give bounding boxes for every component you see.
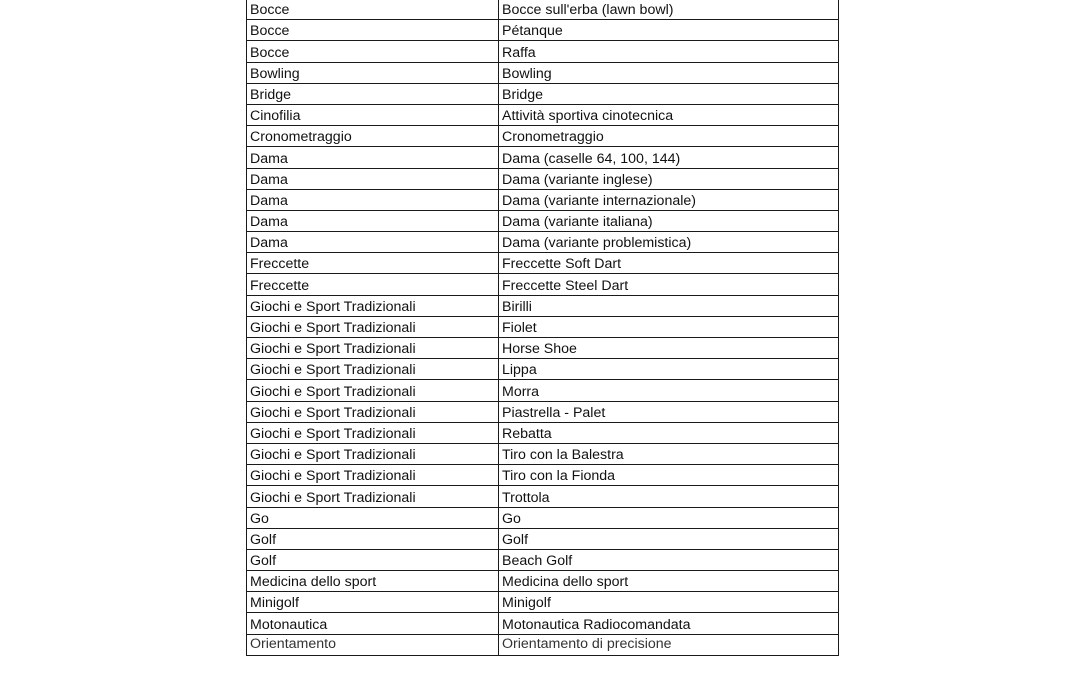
sport-cell: Giochi e Sport Tradizionali	[247, 338, 499, 359]
sport-cell: Golf	[247, 549, 499, 570]
discipline-cell: Morra	[499, 380, 839, 401]
sport-cell: Giochi e Sport Tradizionali	[247, 359, 499, 380]
discipline-cell: Bocce sull'erba (lawn bowl)	[499, 0, 839, 20]
discipline-cell: Dama (variante inglese)	[499, 168, 839, 189]
discipline-cell: Dama (variante problemistica)	[499, 232, 839, 253]
discipline-cell: Fiolet	[499, 316, 839, 337]
discipline-cell: Medicina dello sport	[499, 571, 839, 592]
sport-cell: Freccette	[247, 274, 499, 295]
sport-cell: Giochi e Sport Tradizionali	[247, 295, 499, 316]
sport-cell: Bocce	[247, 20, 499, 41]
discipline-cell: Beach Golf	[499, 549, 839, 570]
discipline-cell: Attività sportiva cinotecnica	[499, 104, 839, 125]
table-row	[247, 147, 839, 168]
discipline-cell: Orientamento di precisione	[499, 634, 839, 655]
table-row	[247, 20, 839, 41]
scanned-page	[246, 0, 838, 656]
sport-cell: Giochi e Sport Tradizionali	[247, 486, 499, 507]
discipline-cell: Cronometraggio	[499, 126, 839, 147]
sport-cell: Orientamento	[247, 634, 499, 655]
table-row	[247, 316, 839, 337]
table-row	[247, 62, 839, 83]
table-row	[247, 443, 839, 464]
discipline-cell: Dama (caselle 64, 100, 144)	[499, 147, 839, 168]
table-row	[247, 528, 839, 549]
discipline-cell: Freccette Steel Dart	[499, 274, 839, 295]
table-row	[247, 0, 839, 20]
sport-cell: Giochi e Sport Tradizionali	[247, 422, 499, 443]
table-row	[247, 295, 839, 316]
table-row	[247, 507, 839, 528]
table-row	[247, 571, 839, 592]
discipline-cell: Bowling	[499, 62, 839, 83]
sport-cell: Motonautica	[247, 613, 499, 634]
discipline-cell: Lippa	[499, 359, 839, 380]
sport-cell: Dama	[247, 210, 499, 231]
discipline-cell: Minigolf	[499, 592, 839, 613]
sport-cell: Dama	[247, 189, 499, 210]
discipline-cell: Birilli	[499, 295, 839, 316]
sport-cell: Dama	[247, 232, 499, 253]
sport-cell: Giochi e Sport Tradizionali	[247, 316, 499, 337]
sport-cell: Dama	[247, 147, 499, 168]
discipline-cell: Dama (variante internazionale)	[499, 189, 839, 210]
table-row	[247, 232, 839, 253]
sport-cell: Cronometraggio	[247, 126, 499, 147]
table-row	[247, 210, 839, 231]
discipline-cell: Horse Shoe	[499, 338, 839, 359]
discipline-cell: Raffa	[499, 41, 839, 62]
table-row	[247, 634, 839, 655]
sport-cell: Bocce	[247, 41, 499, 62]
sport-cell: Giochi e Sport Tradizionali	[247, 465, 499, 486]
table-row	[247, 592, 839, 613]
sport-cell: Giochi e Sport Tradizionali	[247, 443, 499, 464]
table-row	[247, 126, 839, 147]
discipline-cell: Bridge	[499, 83, 839, 104]
discipline-cell: Dama (variante italiana)	[499, 210, 839, 231]
discipline-cell: Tiro con la Balestra	[499, 443, 839, 464]
table-row	[247, 189, 839, 210]
table-row	[247, 168, 839, 189]
discipline-cell: Trottola	[499, 486, 839, 507]
sport-cell: Bridge	[247, 83, 499, 104]
table-row	[247, 380, 839, 401]
discipline-cell: Freccette Soft Dart	[499, 253, 839, 274]
sport-cell: Giochi e Sport Tradizionali	[247, 380, 499, 401]
sport-cell: Cinofilia	[247, 104, 499, 125]
sport-cell: Medicina dello sport	[247, 571, 499, 592]
table-row	[247, 549, 839, 570]
discipline-cell: Pétanque	[499, 20, 839, 41]
discipline-cell: Golf	[499, 528, 839, 549]
table-row	[247, 422, 839, 443]
sport-cell: Freccette	[247, 253, 499, 274]
table-row	[247, 359, 839, 380]
sport-cell: Go	[247, 507, 499, 528]
table-row	[247, 41, 839, 62]
discipline-cell: Piastrella - Palet	[499, 401, 839, 422]
sport-cell: Golf	[247, 528, 499, 549]
sport-cell: Giochi e Sport Tradizionali	[247, 401, 499, 422]
discipline-cell: Motonautica Radiocomandata	[499, 613, 839, 634]
discipline-cell: Tiro con la Fionda	[499, 465, 839, 486]
table-body	[247, 0, 839, 655]
sport-cell: Bowling	[247, 62, 499, 83]
discipline-cell: Go	[499, 507, 839, 528]
table-row	[247, 83, 839, 104]
discipline-cell: Rebatta	[499, 422, 839, 443]
discipline-table	[246, 0, 839, 656]
table-row	[247, 401, 839, 422]
table-row	[247, 253, 839, 274]
table-row	[247, 465, 839, 486]
table-row	[247, 274, 839, 295]
table-row	[247, 613, 839, 634]
table-row	[247, 104, 839, 125]
sport-cell: Bocce	[247, 0, 499, 20]
table-row	[247, 338, 839, 359]
table-row	[247, 486, 839, 507]
sport-cell: Minigolf	[247, 592, 499, 613]
sport-cell: Dama	[247, 168, 499, 189]
